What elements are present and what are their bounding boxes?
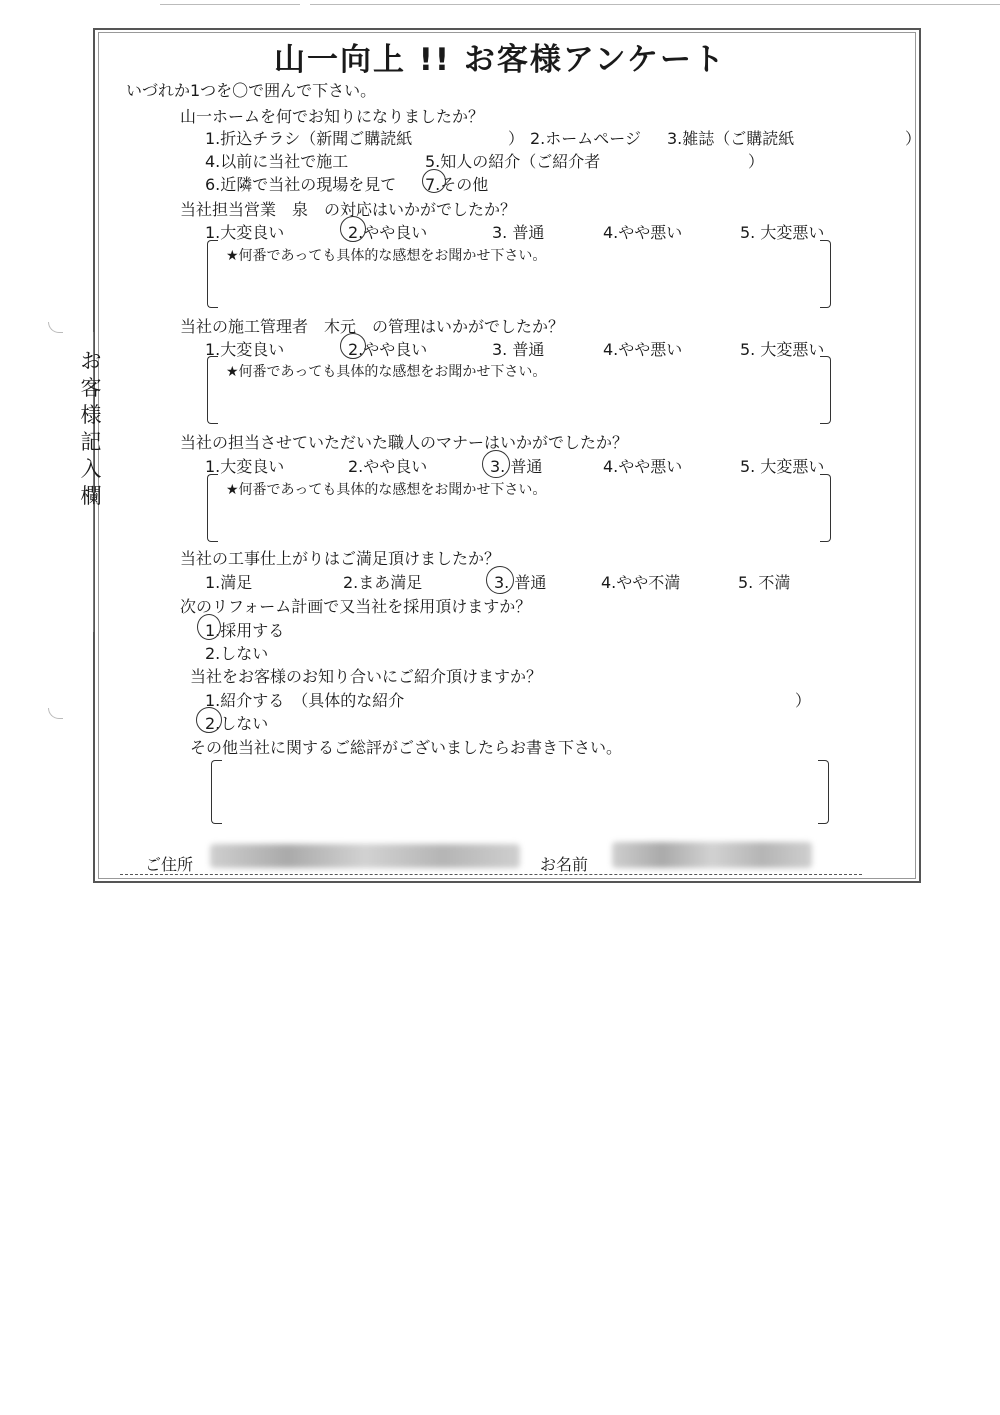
q6-selection-circle xyxy=(197,614,221,640)
q1-option-1-close: ） xyxy=(508,129,525,148)
q2-selection-circle xyxy=(340,216,366,242)
q3-option-5[interactable]: 5. 大変悪い xyxy=(740,340,825,359)
q3-selection-circle xyxy=(340,333,366,359)
side-label-char: 記 xyxy=(80,430,102,454)
q4-option-4[interactable]: 4.やや悪い xyxy=(603,457,683,476)
q2-option-1[interactable]: 1.大変良い xyxy=(205,223,285,242)
q2-option-2[interactable]: 2.やや良い xyxy=(348,223,428,242)
q3-option-3[interactable]: 3. 普通 xyxy=(492,340,545,359)
q3-option-1[interactable]: 1.大変良い xyxy=(205,340,285,359)
q5-selection-circle xyxy=(486,566,514,594)
q3-comment-bracket-left xyxy=(207,356,218,424)
punch-mark xyxy=(48,708,63,719)
q2-comment-bracket-left xyxy=(207,240,218,308)
side-label-char: 欄 xyxy=(80,484,102,508)
q5-option-4[interactable]: 4.やや不満 xyxy=(601,573,681,592)
q1-option-3[interactable]: 3.雑誌（ご購読紙 xyxy=(667,129,795,148)
q8-comment-area[interactable] xyxy=(224,764,814,818)
scan-edge-line xyxy=(310,4,1000,5)
side-label-char: 客 xyxy=(80,376,102,400)
q2-comment-bracket-right xyxy=(820,240,831,308)
q8-comment-bracket-right xyxy=(818,760,829,824)
q4-option-5[interactable]: 5. 大変悪い xyxy=(740,457,825,476)
address-label: ご住所 xyxy=(145,855,194,874)
q7-question: 当社をお客様のお知り合いにご紹介頂けますか？ xyxy=(190,667,543,686)
q1-option-4[interactable]: 4.以前に当社で施工 xyxy=(205,152,349,171)
q2-option-5[interactable]: 5. 大変悪い xyxy=(740,223,825,242)
scan-edge-line xyxy=(160,4,300,5)
name-label: お名前 xyxy=(540,855,589,874)
q4-option-1[interactable]: 1.大変良い xyxy=(205,457,285,476)
q4-option-3[interactable]: 3. 普通 xyxy=(490,457,543,476)
q4-comment-bracket-right xyxy=(820,474,831,542)
q5-option-1[interactable]: 1.満足 xyxy=(205,573,253,592)
q3-option-2[interactable]: 2.やや良い xyxy=(348,340,428,359)
q8-comment-bracket-left xyxy=(211,760,222,824)
q2-option-4[interactable]: 4.やや悪い xyxy=(603,223,683,242)
q6-option-1[interactable]: 1.採用する xyxy=(205,621,285,640)
q7-selection-circle xyxy=(196,707,222,733)
q8-question: その他当社に関するご総評がございましたらお書き下さい。 xyxy=(190,738,623,757)
q3-question: 当社の施工管理者 木元 の管理はいかがでしたか？ xyxy=(180,317,565,336)
q5-question: 当社の工事仕上がりはご満足頂けましたか？ xyxy=(180,549,501,568)
name-redacted xyxy=(612,842,812,868)
q5-option-3[interactable]: 3. 普通 xyxy=(494,573,547,592)
q7-option-2[interactable]: 2.しない xyxy=(205,714,269,733)
q1-option-2[interactable]: 2.ホームページ xyxy=(530,129,641,148)
q7-option-1[interactable]: 1.紹介する （具体的な紹介 xyxy=(205,691,405,710)
address-redacted xyxy=(210,844,520,868)
q6-question: 次のリフォーム計画で又当社を採用頂けますか？ xyxy=(180,597,532,616)
q1-option-1[interactable]: 1.折込チラシ（新聞ご購読紙 xyxy=(205,129,413,148)
q4-comment-bracket-left xyxy=(207,474,218,542)
page-title: 山一向上 !! お客様アンケート xyxy=(274,42,726,78)
q1-selection-circle xyxy=(422,169,446,193)
q4-option-2[interactable]: 2.やや良い xyxy=(348,457,428,476)
side-label-char: お xyxy=(80,349,102,373)
q1-option-5[interactable]: 5.知人の紹介（ご紹介者 xyxy=(425,152,601,171)
q3-comment-hint: ★何番であっても具体的な感想をお聞かせ下さい。 xyxy=(226,364,547,380)
q2-comment-hint: ★何番であっても具体的な感想をお聞かせ下さい。 xyxy=(226,248,547,264)
signature-underline xyxy=(120,874,862,875)
side-label xyxy=(76,348,106,510)
punch-mark xyxy=(48,322,63,333)
q4-comment-hint: ★何番であっても具体的な感想をお聞かせ下さい。 xyxy=(226,482,547,498)
side-label-char: 入 xyxy=(80,457,102,481)
q1-question: 山一ホームを何でお知りになりましたか？ xyxy=(180,107,485,126)
q1-option-7[interactable]: 7.その他 xyxy=(425,175,489,194)
side-label-char: 様 xyxy=(80,403,102,427)
q2-option-3[interactable]: 3. 普通 xyxy=(492,223,545,242)
q7-option-1-close: ） xyxy=(795,691,812,710)
q4-question: 当社の担当させていただいた職人のマナーはいかがでしたか？ xyxy=(180,433,629,452)
q3-comment-bracket-right xyxy=(820,356,831,424)
q1-option-5-close: ） xyxy=(748,152,765,171)
instruction-text: いづれか1つを〇で囲んで下さい。 xyxy=(126,81,377,100)
q1-option-3-close: ） xyxy=(905,129,922,148)
q5-option-2[interactable]: 2.まあ満足 xyxy=(343,573,423,592)
q5-option-5[interactable]: 5. 不満 xyxy=(738,573,791,592)
q2-question: 当社担当営業 泉 の対応はいかがでしたか？ xyxy=(180,200,517,219)
q6-option-2[interactable]: 2.しない xyxy=(205,644,269,663)
q1-option-6[interactable]: 6.近隣で当社の現場を見て xyxy=(205,175,397,194)
q3-option-4[interactable]: 4.やや悪い xyxy=(603,340,683,359)
q4-selection-circle xyxy=(482,450,510,478)
